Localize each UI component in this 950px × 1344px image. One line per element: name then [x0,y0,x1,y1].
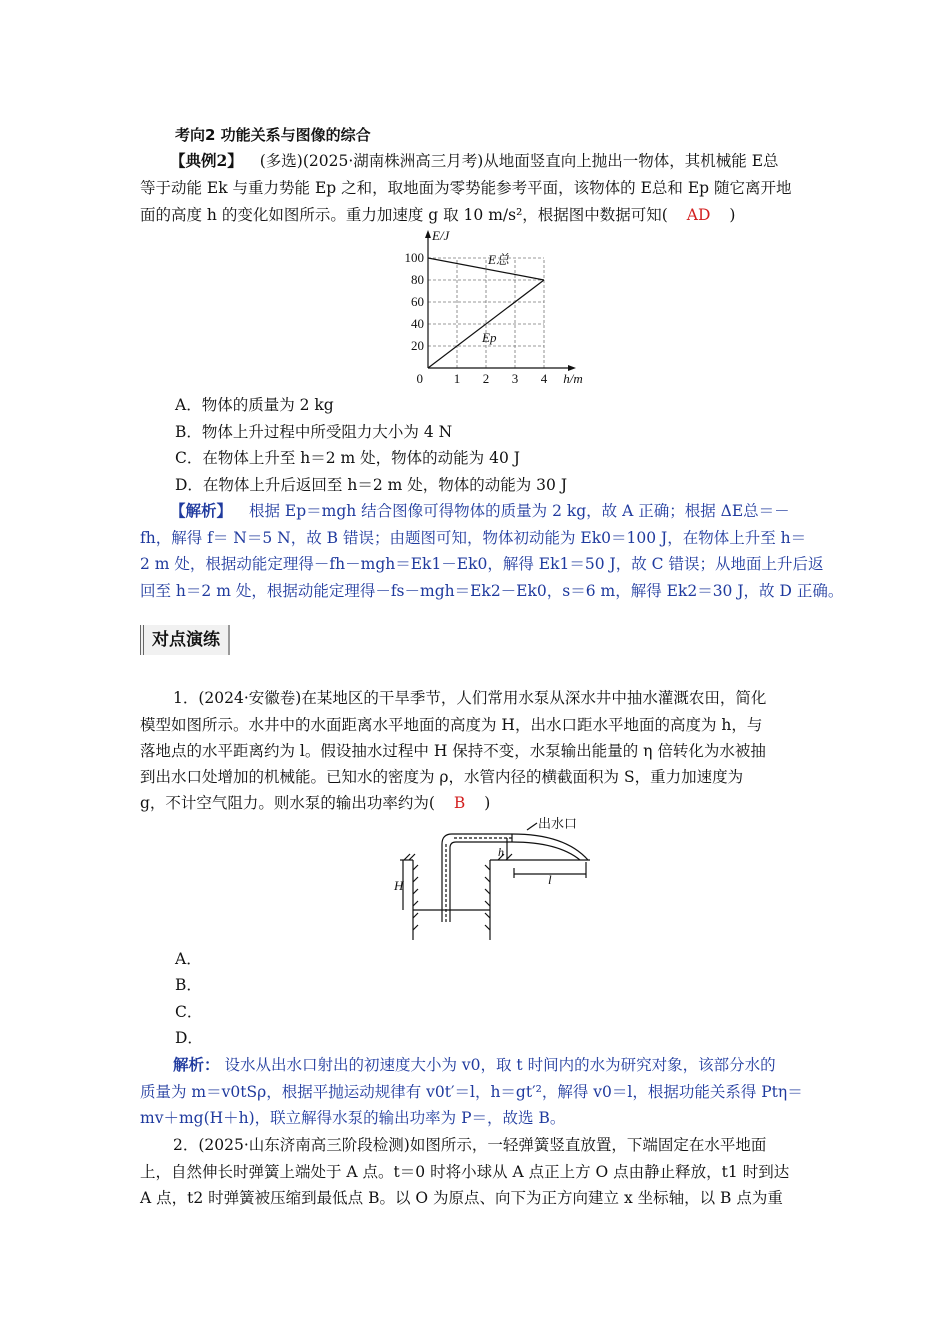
example-tag: 【典例2】 [170,151,243,170]
y-tick-label-60: 60 [411,294,424,309]
analysis1-tag: 【解析】 [170,501,233,520]
right-ground-hatch [485,854,512,930]
pump-diagram [380,812,620,944]
example-line-3 [140,202,812,228]
q1-text-4: 到出水口处增加的机械能。已知水的密度为 ρ，水管内径的横截面积为 S，重力加速度为 [140,768,744,786]
water-jet-bottom [512,842,580,860]
analysis2-line-1 [140,1052,812,1078]
label-H: H [394,878,404,893]
analysis1-text-4: 回至 h＝2 m 处，根据动能定理得－fs－mgh＝Ek2－Ek0，s＝6 m，解得 Ek2＝30 J，故 D 正确。 [140,582,844,600]
example-text-2: 等于动能 Ek 与重力势能 Ep 之和，取地面为零势能参考平面，该物体的 E总和 Ep 随它离开地 [140,179,792,197]
q1-text-1: 1．(2024·安徽卷)在某地区的干旱季节，人们常用水泵从深水井中抽水灌溉农田，简化 [173,689,767,707]
x-tick-label-0: 0 [416,371,423,386]
q1-text-2: 模型如图所示。水井中的水面距离水平地面的高度为 H，出水口距水平地面的高度为 h，与 [140,716,763,734]
analysis1-text-1: 根据 Ep＝mgh 结合图像可得物体的质量为 2 kg，故 A 正确；根据 ΔE总＝－ [248,502,790,520]
example-option-c: C．在物体上升至 h＝2 m 处，物体的动能为 40 J [175,449,520,467]
analysis2-text-1: 设水从出水口射出的初速度大小为 v0，取 t 时间内的水为研究对象，该部分水的 [224,1056,776,1074]
example-text-3: 面的高度 h 的变化如图所示。重力加速度 g 取 10 m/s²，根据图中数据可知( [140,206,668,224]
example-option-b: B．物体上升过程中所受阻力大小为 4 N [175,423,453,441]
y-tick-label-80: 80 [411,272,424,287]
outlet-label: 出水口 [538,816,578,831]
q2-text-2: 上，自然伸长时弹簧上端处于 A 点。t＝0 时将小球从 A 点正上方 O 点由静止释放，t1 时到达 [140,1163,790,1181]
x-tick-label-1: 1 [453,371,461,386]
y-axis-arrow [425,230,431,238]
analysis2-text-2: 质量为 m＝v0tSρ，根据平抛运动规律有 v0t′＝l，h＝gt′²，解得 v0＝l，根据功能关系得 Ptη＝ [140,1083,803,1101]
x-tick-label-2: 2 [482,371,490,386]
y-tick-label-100: 100 [404,250,424,265]
y-tick-label-40: 40 [411,316,424,331]
q1-answer: B [453,794,466,812]
q2-text-3: A 点，t2 时弹簧被压缩到最低点 B。以 O 为原点、向下为正方向建立 x 坐标轴，以 B 点为重 [140,1189,783,1207]
q1-option-a: A． [175,950,202,968]
q1-option-d: D． [175,1029,203,1047]
y-axis-label: E/J [432,228,450,243]
analysis2-tag: 解析： [173,1055,220,1074]
example-line-1 [140,148,812,174]
left-ground-hatch [404,854,415,860]
x-tick-label-4: 4 [540,371,548,386]
x-axis-label: h/m [563,371,583,386]
example-answer: AD [686,206,711,224]
well-wall-left-hatch [413,865,418,930]
x-tick-label-3: 3 [511,371,519,386]
example-text-1: (多选)(2025·湖南株洲高三月考)从地面竖直向上抛出一物体，其机械能 E总 [259,152,779,170]
q1-option-b: B． [175,976,202,994]
q2-text-1: 2．(2025·山东济南高三阶段检测)如图所示，一轻弹簧竖直放置，下端固定在水平地面 [173,1136,767,1154]
y-tick-label-20: 20 [411,338,424,353]
q1-option-c: C． [175,1003,203,1021]
label-l: l [548,872,552,887]
chart-labels [405,228,583,386]
practice-title: 对点演练 [140,625,230,655]
analysis2-text-3: mv＋mg(H＋h)，联立解得水泵的输出功率为 P＝，故选 B。 [140,1109,566,1127]
chart-grid [428,258,544,368]
label-h: h [498,845,504,859]
example-option-a: A．物体的质量为 2 kg [175,396,334,414]
analysis1-text-2: fh，解得 f＝ N＝5 N，故 B 错误；由题图可知，物体初动能为 Ek0＝100 J，在物体上升至 h＝ [140,529,807,547]
q1-text-5: g，不计空气阻力。则水泵的输出功率约为( [140,794,435,812]
energy-height-chart [395,228,595,390]
q1-close: ) [484,794,491,812]
series-label-1: Ep [482,330,497,345]
outlet-leader [527,823,537,830]
example-close: ) [729,206,736,224]
water-jet-top [512,834,588,860]
example-option-d: D．在物体上升后返回至 h＝2 m 处，物体的动能为 30 J [175,476,568,494]
series-label-0: E总 [488,252,509,267]
analysis1-line-1 [140,498,812,524]
q1-text-3: 落地点的水平距离约为 l。假设抽水过程中 H 保持不变，水泵输出能量的 η 倍转化为水被抽 [140,742,766,760]
section-heading: 考向2 功能关系与图像的综合 [175,126,371,144]
analysis1-text-3: 2 m 处，根据动能定理得－fh－mgh＝Ek1－Ek0，解得 Ek1＝50 J，故 C 错误；从地面上升后返 [140,555,824,573]
